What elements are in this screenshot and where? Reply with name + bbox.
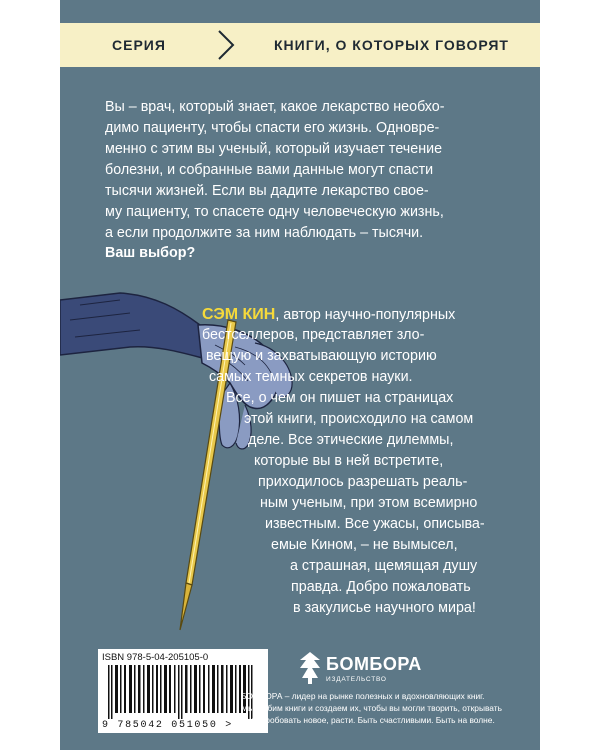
chevron-right-icon	[215, 29, 237, 61]
publisher-subtitle: ИЗДАТЕЛЬСТВО	[326, 676, 387, 683]
author-name: СЭМ КИН	[202, 306, 276, 323]
author-paragraph	[60, 304, 540, 614]
author-line: известным. Все ужасы, описыва-	[265, 516, 485, 532]
bombora-logo-icon	[298, 652, 322, 684]
author-line: деле. Все этические дилеммы,	[248, 432, 454, 448]
blurb-question: Ваш выбор?	[105, 245, 196, 261]
author-line: в закулисье научного мира!	[293, 600, 476, 616]
author-line: а страшная, щемящая душу	[290, 558, 478, 574]
blurb-line: му пациенту, то спасете одну человеческую жизнь,	[105, 204, 444, 220]
author-line: Все, о чем он пишет на страницах	[226, 390, 454, 406]
series-banner	[60, 23, 540, 67]
blurb-line: менно с этим вы ученый, который изучает течение	[105, 141, 443, 157]
series-title: КНИГИ, О КОТОРЫХ ГОВОРЯТ	[274, 37, 509, 53]
author-line: правда. Добро пожаловать	[291, 579, 471, 595]
tagline-line: БОМБОРА – лидер на рынке полезных и вдохновляющих книг.	[241, 691, 485, 701]
author-line: бестселлеров, представляет зло-	[202, 327, 425, 343]
blurb-line: Вы – врач, который знает, какое лекарство необхо-	[105, 99, 445, 115]
barcode-icon	[102, 665, 264, 719]
publisher-name: БОМБОРА	[326, 654, 422, 674]
publisher-tagline	[241, 690, 540, 726]
blurb-line: болезни, и собранные вами данные могут спасти	[105, 162, 434, 178]
blurb-line: а если продолжите за ним наблюдать – тысячи.	[105, 225, 424, 241]
tagline-line: Мы любим книги и создаем их, чтобы вы могли творить, открывать	[241, 703, 502, 713]
isbn-text: ISBN 978-5-04-205105-0	[102, 652, 209, 663]
blurb-paragraph	[105, 97, 485, 244]
book-back-cover	[60, 0, 540, 750]
barcode-number: 9 785042 051050 >	[102, 720, 233, 731]
series-label: СЕРИЯ	[112, 37, 166, 53]
author-line: емые Кином, – не вымысел,	[271, 537, 458, 553]
author-line: самых темных секретов науки.	[209, 369, 413, 385]
author-line: вещую и захватывающую историю	[206, 348, 437, 364]
author-line: ным ученым, при этом всемирно	[260, 495, 478, 511]
blurb-line: тысячи жизней. Если вы дадите лекарство свое-	[105, 183, 429, 199]
author-line: которые вы в ней встретите,	[254, 453, 444, 469]
author-line: приходилось разрешать реаль-	[258, 474, 468, 490]
author-line: этой книги, происходило на самом	[244, 411, 474, 427]
author-first-line-rest: , автор научно-популярных	[275, 307, 456, 323]
author-first-line	[202, 304, 455, 326]
blurb-line: димо пациенту, чтобы спасти его жизнь. Одновре-	[105, 120, 440, 136]
tagline-line: мир, пробовать новое, расти. Быть счастливыми. Быть на волне.	[241, 715, 495, 725]
